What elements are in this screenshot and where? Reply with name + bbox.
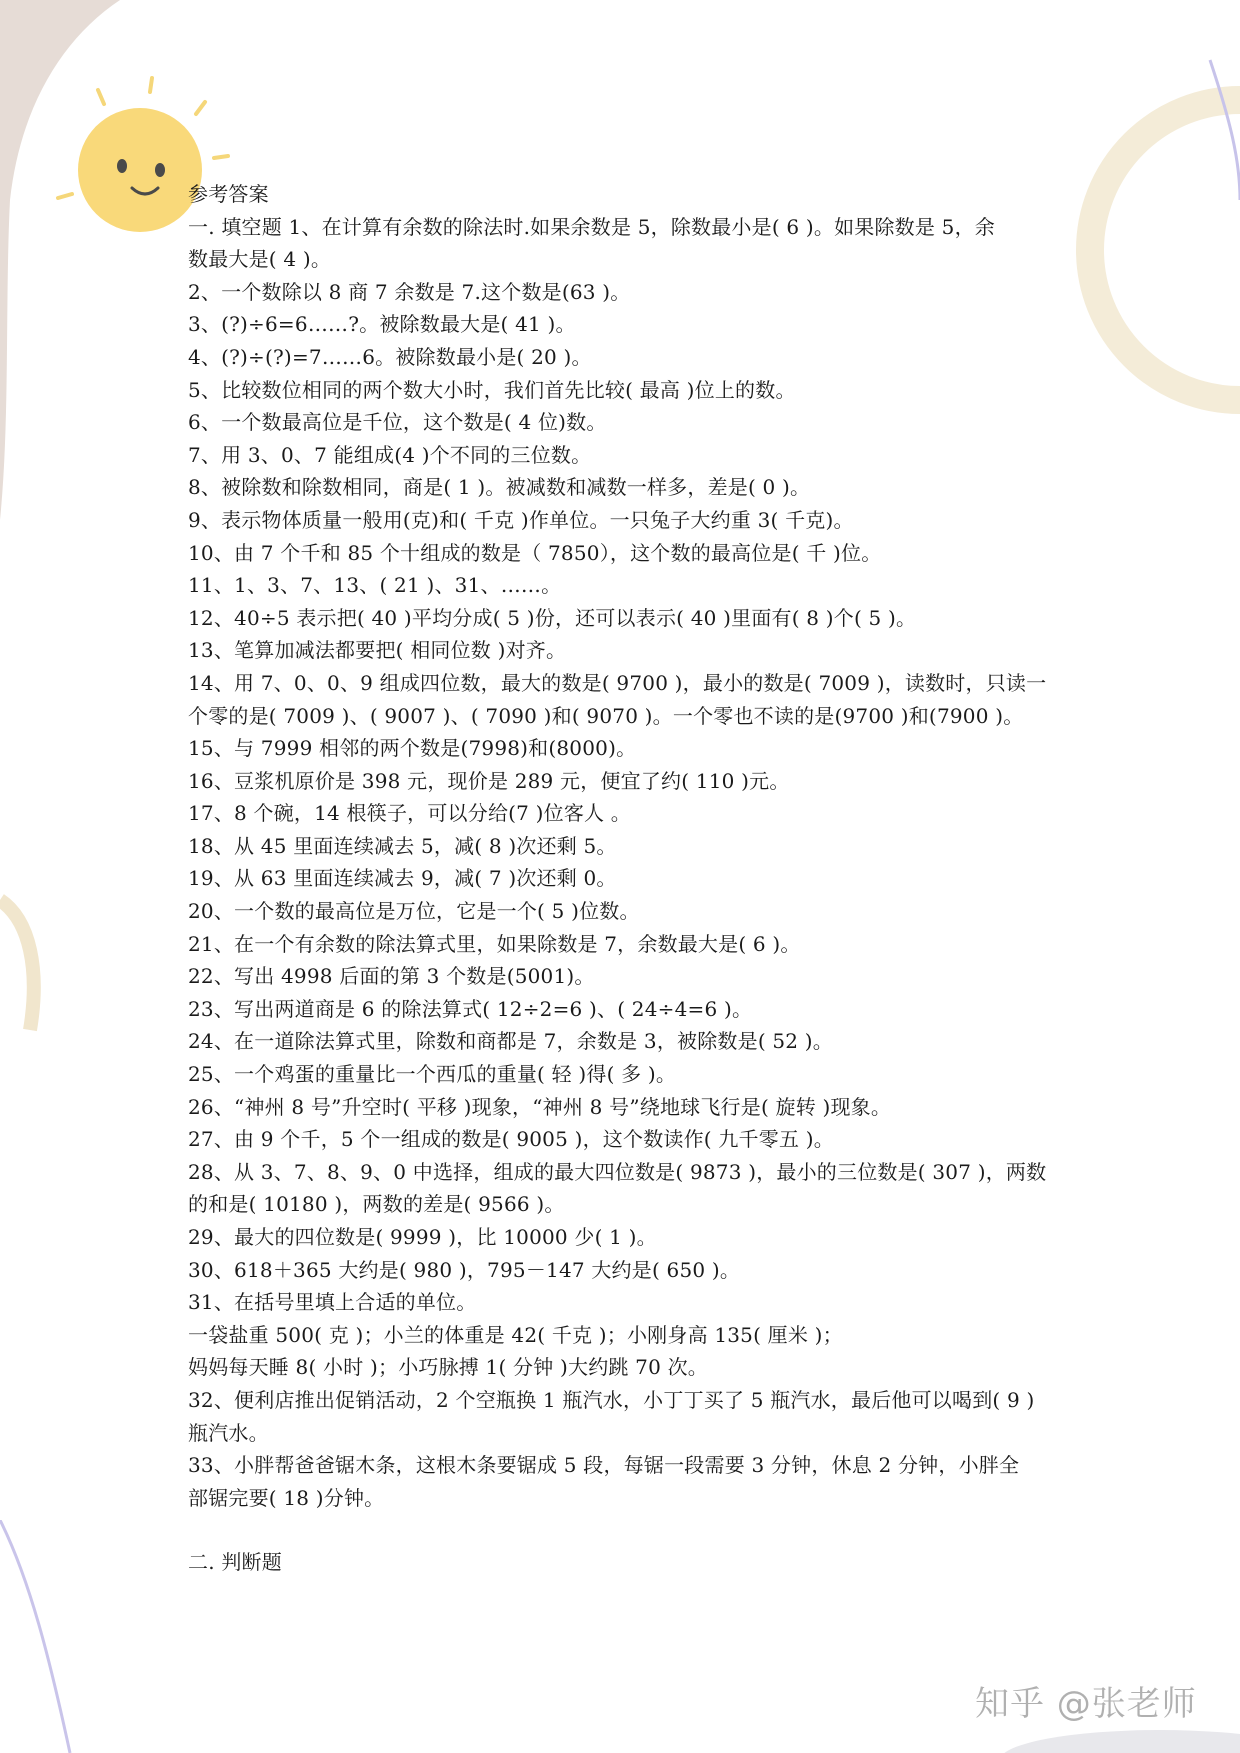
answer-line: 17、8 个碗，14 根筷子，可以分给(7 )位客人 。	[188, 801, 631, 826]
answer-line: 25、一个鸡蛋的重量比一个西瓜的重量( 轻 )得( 多 )。	[188, 1062, 677, 1087]
answer-line: 妈妈每天睡 8( 小时 )；小巧脉搏 1( 分钟 )大约跳 70 次。	[188, 1355, 708, 1380]
answer-line: 29、最大的四位数是( 9999 )，比 10000 少( 1 )。	[188, 1225, 657, 1249]
background-arc-bottom-left	[0, 1520, 80, 1753]
answer-line: 8、被除数和除数相同，商是( 1 )。被减数和减数一样多，差是( 0 )。	[188, 475, 811, 500]
answer-content	[188, 178, 1058, 1579]
answer-line: 10、由 7 个千和 85 个十组成的数是（ 7850），这个数的最高位是( 千 )位。	[188, 540, 882, 565]
answer-line: 16、豆浆机原价是 398 元，现价是 289 元，便宜了约( 110 )元。	[188, 768, 790, 793]
answer-line: 的和是( 10180 )，两数的差是( 9566 )。	[188, 1192, 565, 1217]
answer-line: 21、在一个有余数的除法算式里，如果除数是 7，余数最大是( 6 )。	[188, 931, 801, 956]
answer-line: 26、“神州 8 号”升空时( 平移 )现象，“神州 8 号”绕地球飞行是( 旋转 )现象。	[188, 1094, 892, 1119]
section-gap	[188, 1514, 1058, 1546]
answer-line: 24、在一道除法算式里，除数和商都是 7，余数是 3，被除数是( 52 )。	[188, 1029, 833, 1054]
answer-line: 5、比较数位相同的两个数大小时，我们首先比较( 最高 )位上的数。	[188, 377, 796, 402]
background-arc-left	[0, 880, 60, 1040]
answer-line: 3、(?)÷6=6……?。被除数最大是( 41 )。	[188, 312, 576, 337]
answer-line: 一. 填空题 1、在计算有余数的除法时.如果余数是 5，除数最小是( 6 )。如果除数是 5，余	[188, 214, 995, 239]
watermark-text: 知乎 @张老师	[975, 1684, 1197, 1724]
answer-line: 瓶汽水。	[188, 1420, 269, 1445]
answer-line: 一袋盐重 500( 克 )；小兰的体重是 42( 千克 )；小刚身高 135( 厘米 )；	[188, 1322, 843, 1347]
answer-line: 7、用 3、0、7 能组成(4 )个不同的三位数。	[188, 442, 592, 467]
answer-line: 14、用 7、0、0、9 组成四位数，最大的数是( 9700 )，最小的数是( 7009 )，读数时，只读一	[188, 670, 1047, 695]
answer-line: 个零的是( 7009 )、( 9007 )、( 7090 )和( 9070 )。一个零也不读的是(9700 )和(7900 )。	[188, 703, 1024, 728]
answer-line: 15、与 7999 相邻的两个数是(7998)和(8000)。	[188, 736, 637, 761]
page-title: 参考答案	[188, 182, 269, 206]
answer-line: 部锯完要( 18 )分钟。	[188, 1485, 385, 1510]
answer-line: 2、一个数除以 8 商 7 余数是 7.这个数是(63 )。	[188, 279, 631, 304]
answer-line: 6、一个数最高位是千位，这个数是( 4 位)数。	[188, 410, 607, 435]
answer-line: 数最大是( 4 )。	[188, 247, 332, 272]
answer-line: 11、1、3、7、13、( 21 )、31、……。	[188, 573, 562, 598]
answer-line: 19、从 63 里面连续减去 9，减( 7 )次还剩 0。	[188, 866, 617, 891]
answer-line: 28、从 3、7、8、9、0 中选择，组成的最大四位数是( 9873 )，最小的三位数是( 307 )，两数	[188, 1159, 1047, 1184]
answer-line: 31、在括号里填上合适的单位。	[188, 1290, 477, 1315]
answer-line: 13、笔算加减法都要把( 相同位数 )对齐。	[188, 638, 567, 663]
answer-line: 4、(?)÷(?)=7……6。被除数最小是( 20 )。	[188, 344, 592, 369]
answer-line: 12、40÷5 表示把( 40 )平均分成( 5 )份，还可以表示( 40 )里面有( 8 )个( 5 )。	[188, 605, 917, 630]
answer-line: 18、从 45 里面连续减去 5，减( 8 )次还剩 5。	[188, 833, 617, 858]
answer-line: 27、由 9 个千，5 个一组成的数是( 9005 )，这个数读作( 九千零五 )。	[188, 1127, 834, 1152]
answer-line: 32、便利店推出促销活动，2 个空瓶换 1 瓶汽水，小丁丁买了 5 瓶汽水，最后他可以喝到( 9 )	[188, 1387, 1035, 1412]
answer-line: 22、写出 4998 后面的第 3 个数是(5001)。	[188, 964, 595, 989]
answer-line: 23、写出两道商是 6 的除法算式( 12÷2=6 )、( 24÷4=6 )。	[188, 996, 753, 1021]
answer-line: 33、小胖帮爸爸锯木条，这根木条要锯成 5 段，每锯一段需要 3 分钟，休息 2 分钟，小胖全	[188, 1453, 1020, 1478]
section-heading: 二. 判断题	[188, 1550, 282, 1575]
answer-line: 30、618＋365 大约是( 980 )，795－147 大约是( 650 )。	[188, 1257, 741, 1282]
answer-line: 9、表示物体质量一般用(克)和( 千克 )作单位。一只兔子大约重 3( 千克)。	[188, 507, 854, 532]
answer-line: 20、一个数的最高位是万位，它是一个( 5 )位数。	[188, 899, 640, 924]
background-arc-top-right	[1040, 40, 1240, 460]
